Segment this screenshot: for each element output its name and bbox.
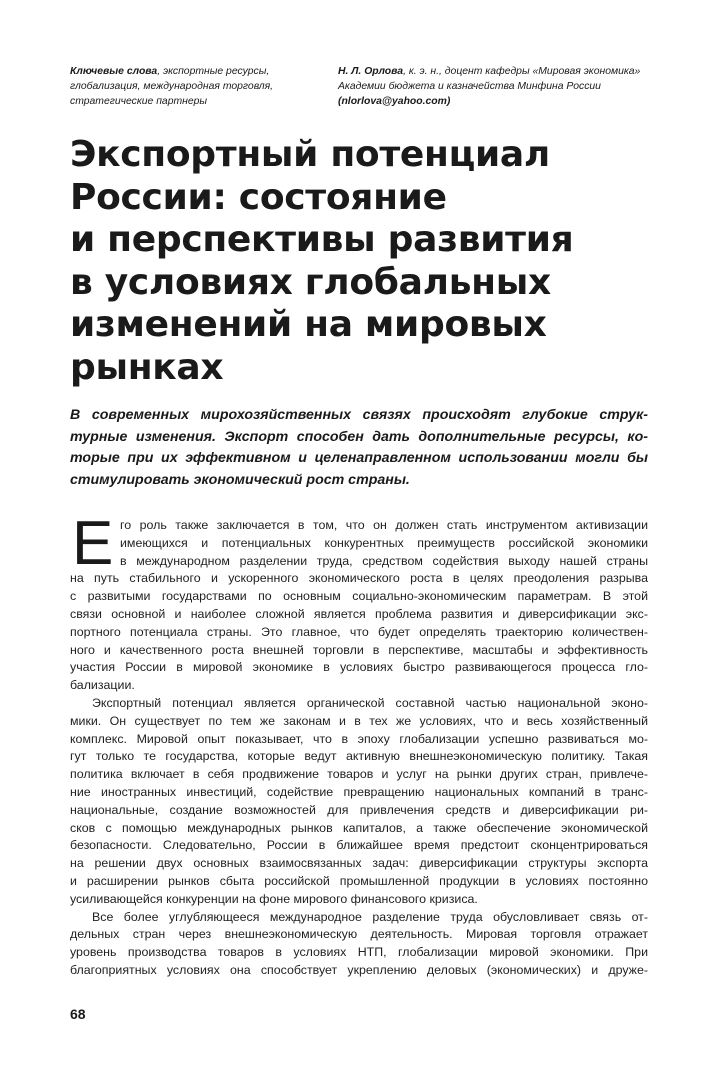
lead-line: В современных мирохозяйственных связях происходят глубокие струк-: [70, 407, 648, 423]
author-email[interactable]: (nlorlova@yahoo.com): [338, 96, 451, 107]
keywords-block: [70, 64, 310, 109]
page-number: 68: [70, 1006, 86, 1022]
body-line: на путь стабильного и ускоренного экономического роста в целях преодоления разрыва: [70, 571, 648, 586]
body-line: усиливающейся конкуренции на фоне мирового финансового кризиса.: [70, 891, 478, 906]
body-line: благоприятных условиях она способствует укреплению деловых (экономических) и друже-: [70, 962, 648, 977]
body-line: Все более углубляющееся международное разделение труда обусловливает связь от-: [92, 909, 648, 924]
keywords-label: Ключевые слова: [70, 66, 158, 77]
keywords-line-2: глобализация, международная торговля,: [70, 81, 274, 92]
keywords-line-1: Ключевые слова, экспортные ресурсы,: [70, 66, 270, 77]
title-line: изменений на мировых: [70, 304, 547, 345]
body-line: бализации.: [70, 678, 135, 693]
body-line: безопасности. Следовательно, России в ближайшее время предстоит сконцентрироваться: [70, 838, 648, 853]
body-line: национальные, создание возможностей для привлечения средств и диверсификации ри-: [70, 802, 648, 817]
author-line-1: Н. Л. Орлова, к. э. н., доцент кафедры «Мировая экономика»: [338, 66, 641, 77]
title-line: и перспективы развития: [70, 219, 574, 260]
body-line: политика включает в себя продвижение товаров и услуг на рынки других стран, привлече-: [70, 767, 648, 782]
lead-line: стимулировать экономический рост страны.: [70, 471, 410, 488]
author-block: [338, 64, 658, 109]
body-line: уровень производства товаров в условиях НТП, глобализации мировой экономики. При: [70, 945, 648, 960]
keywords-line-3: стратегические партнеры: [70, 96, 208, 107]
body-line: сков с помощью международных рынков капиталов, а также обеспечение экономической: [70, 820, 648, 835]
body-line: ние иностранных инвестиций, содействие превращению национальных компаний в транс-: [70, 784, 648, 799]
body-line: связи основной и наиболее сложной является проблема развития и диверсификации экс-: [70, 606, 648, 621]
body-line: портного потенциала страны. Это главное, что будет определять траекторию количествен-: [70, 624, 648, 639]
title-line: рынках: [70, 346, 224, 388]
title-line: Экспортный потенциал: [70, 134, 550, 175]
lead-line: торые при их эффективном и целенаправленном использовании могли бы: [70, 450, 648, 466]
body-line: гут только те государства, которые ведут активную внешнеэкономическую политику. Такая: [70, 749, 648, 764]
body-line: дельных стран через внешнеэкономическую деятельность. Мировая торговля отражает: [70, 927, 648, 942]
lead-paragraph: [70, 405, 648, 491]
author-line-2: Академии бюджета и казначейства Минфина России: [338, 81, 601, 92]
body-line: с развитыми государствами по основным социально-экономическим параметрам. В этой: [70, 589, 648, 604]
body-line: и расширении рынков сбыта российской промышленной продукции в условиях постоянно: [70, 873, 648, 888]
drop-cap: Е: [72, 509, 114, 578]
body-line: имеющихся и потенциальных конкурентных преимуществ российской экономики: [120, 535, 648, 550]
title-line: России: состояние: [70, 176, 447, 218]
title-line: в условиях глобальных: [70, 261, 551, 303]
body-line: Экспортный потенциал является органической составной частью национальной эконо-: [92, 695, 648, 710]
lead-line: турные изменения. Экспорт способен дать дополнительные ресурсы, ко-: [70, 428, 648, 445]
article-title: [70, 134, 670, 389]
body-line: участия России в мировой экономике в условиях быстро развивающегося процесса гло-: [70, 660, 648, 675]
body-line: на решении двух основных взаимосвязанных задач: диверсификации структуры экспорта: [70, 856, 648, 871]
body-line: ного и качественного роста внешней торговли в перспективе, масштабы и эффективность: [70, 642, 648, 657]
body-line: комплекс. Мировой опыт показывает, что в эпоху глобализации успешно развиваться мо-: [70, 731, 648, 746]
body-line: в международном разделении труда, средством содействия выходу нашей страны: [120, 553, 648, 568]
body-line: мики. Он существует по тем же законам и в тех же условиях, что и весь хозяйственный: [70, 713, 648, 728]
body-text: [70, 509, 648, 980]
author-name: Н. Л. Орлова: [338, 66, 404, 77]
body-line: го роль также заключается в том, что он должен стать инструментом активизации: [120, 518, 648, 532]
